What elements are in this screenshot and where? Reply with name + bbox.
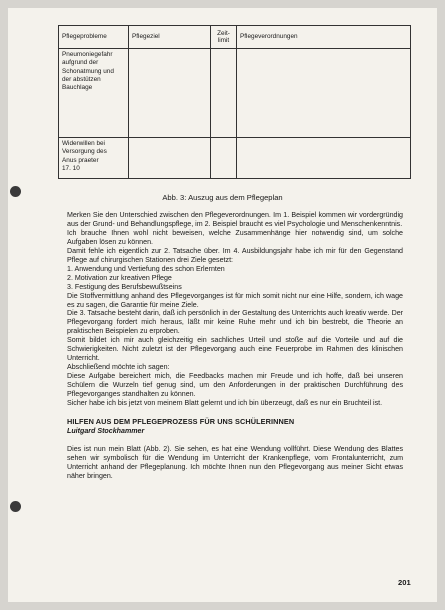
paragraph: Die Stoffvermittlung anhand des Pflegevorganges ist für mich somit nicht nur eine Hilfe, sondern, ich wage es zu sagen, die Garantie für meine Ziele. <box>67 291 403 309</box>
page-number: 201 <box>398 578 411 587</box>
goals-list <box>67 265 403 292</box>
table-row <box>59 49 411 138</box>
cell-goal <box>129 138 211 179</box>
paragraph: Merken Sie den Unterschied zwischen den Pflegeverordnungen. Im 1. Beispiel kommen wir vordergründig aus der Grund- und Behandlungspflege, im 2. Beispiel braucht es viel Psychologie und Menschenkenntnis. <box>67 211 403 228</box>
section-heading: HILFEN AUS DEM PFLEGEPROZESS FÜR UNS SCHÜLERINNEN <box>67 416 295 426</box>
table-header-row <box>59 26 411 49</box>
cell-goal <box>129 49 211 138</box>
paragraph: Diese Aufgabe bereichert mich, die Feedbacks machen mir Freude und ich hoffe, daß bei unseren Schülern die Wurzeln tief genug sind, um den Anforderungen in der praktischen Durchführung des Pflegevorganges standhalten zu können. <box>67 372 403 399</box>
section-author: Luitgard Stockhammer <box>67 426 145 435</box>
document-page <box>8 8 437 602</box>
figure-caption: Abb. 3: Auszug aus dem Pflegeplan <box>162 193 283 202</box>
cell-time-limit <box>211 49 237 138</box>
paragraph: Sicher habe ich bis jetzt von meinem Blatt gelernt und ich bin überzeugt, daß es nur ein Bruchteil ist. <box>67 399 383 408</box>
paragraph: Ich brauche Ihnen wohl nicht beweisen, welche Zusammenhänge hier notwendig sind, um solche Aufgaben lösen zu können. <box>67 228 403 246</box>
cell-measures <box>237 49 411 138</box>
paragraph: Damit fehle ich eigentlich zur 2. Tatsache über. Im 4. Ausbildungsjahr habe ich mir für den Gegenstand Pflege auf chirurgischen Stationen drei Ziele gesetzt: <box>67 246 403 264</box>
paragraph: Die 3. Tatsache besteht darin, daß ich persönlich in der Gestaltung des Unterrichts auch kreativ werde. Der Pflegevorgang fordert mich heraus, läßt mir keine Ruhe mehr und ich bin bestrebt, die Theorie an praktischen Beispielen zu erproben. <box>67 309 403 336</box>
paragraph: Abschließend möchte ich sagen: <box>67 363 170 372</box>
list-item: 3. Festigung des Berufsbewußtseins <box>67 282 182 291</box>
header-measures: Pflegeverordnungen <box>237 26 411 49</box>
header-problems: Pflegeprobleme <box>59 26 129 49</box>
body-text <box>67 211 403 481</box>
list-item: 2. Motivation zur kreativen Pflege <box>67 273 172 282</box>
punch-hole <box>10 501 21 512</box>
list-item: 1. Anwendung und Vertiefung des schon Erlernten <box>67 264 225 273</box>
table-row <box>59 138 411 179</box>
header-time-limit: Zeit- limit <box>211 26 237 49</box>
care-plan-table <box>58 25 411 179</box>
paragraph: Dies ist nun mein Blatt (Abb. 2). Sie sehen, es hat eine Wendung vollführt. Diese Wendung des Blattes sehen wir symbolisch für die Wendung im Unterricht der Krankenpflege, vom Frontalunterricht, zum Unterricht anhand der Pflegeplanung. Ich möchte Ihnen nun den Pflegevorgang aus meiner Sicht etwas näher bringen. <box>67 444 403 480</box>
cell-problem: Pneumoniegefahr aufgrund der Schonatmung und der abstützen Bauchlage <box>59 49 129 138</box>
paragraph: Somit bildet ich mir auch gleichzeitig ein sachliches Urteil und stoße auf die Vorteile und auf die Schwierigkeiten. Nicht zuletzt ist der Pflegevorgang auch eine Feuerprobe im Rahmen des klinischen Unterricht. <box>67 336 403 363</box>
cell-problem: Widerwillen bei Versorgung des Anus praeter 17. 10 <box>59 138 129 179</box>
cell-measures <box>237 138 411 179</box>
cell-time-limit <box>211 138 237 179</box>
header-goal: Pflegeziel <box>129 26 211 49</box>
